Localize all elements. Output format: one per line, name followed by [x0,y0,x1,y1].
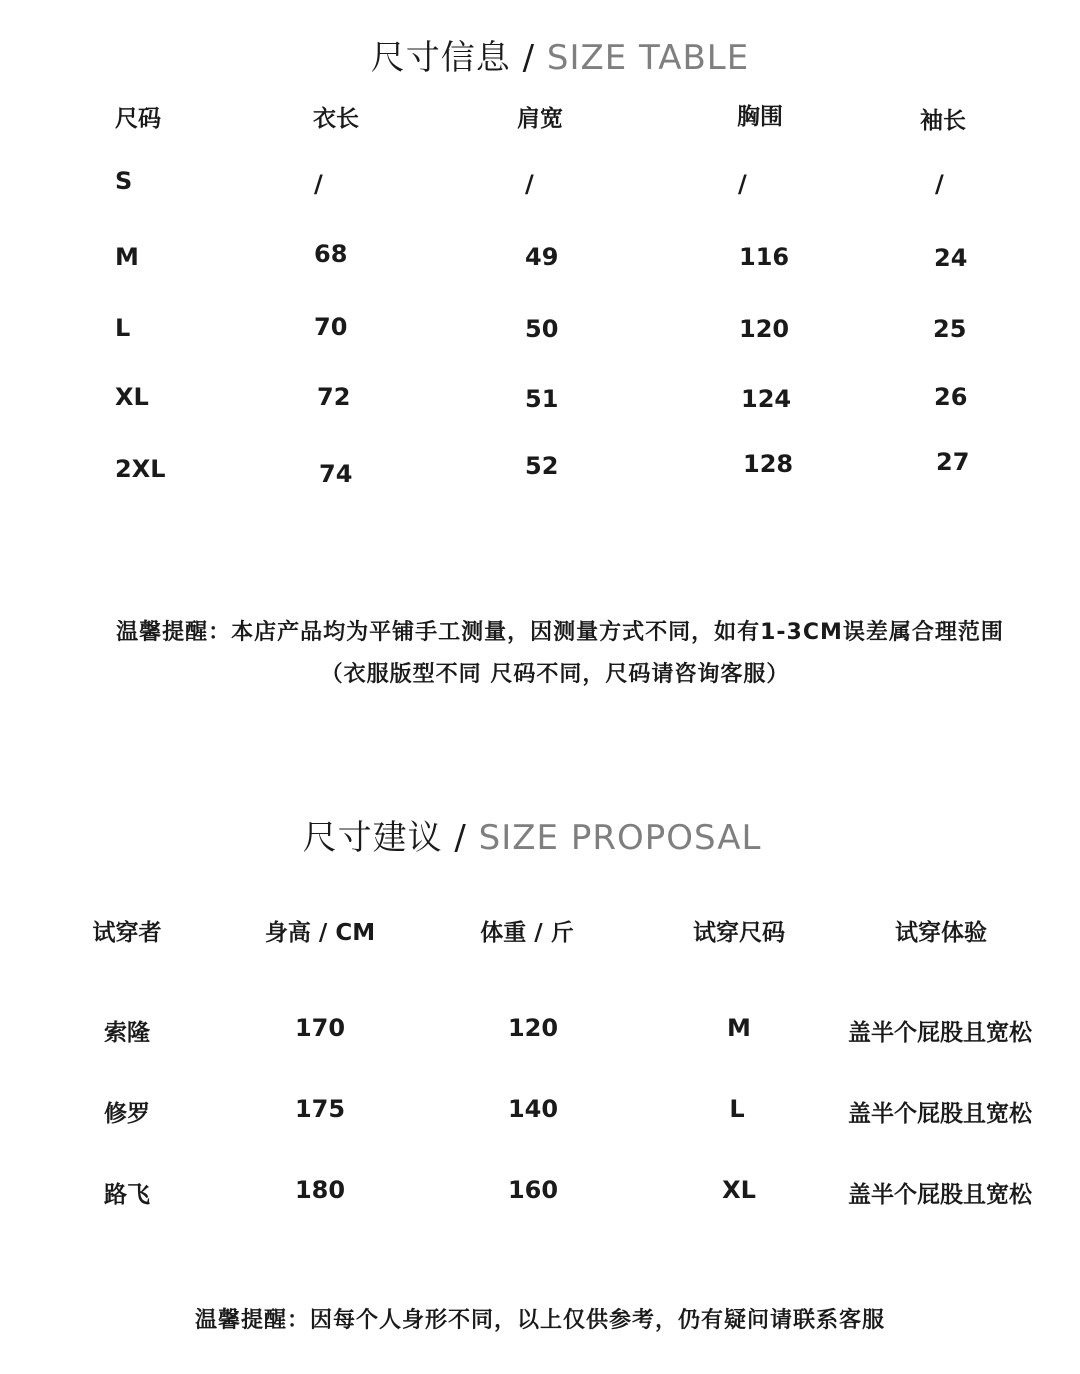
header-length: 衣长 [313,106,359,132]
size-proposal-title [303,810,762,859]
table-cell: 175 [294,1095,346,1123]
table-cell: M [727,1014,751,1042]
header-size: 尺码 [115,106,161,132]
header-shoulder: 肩宽 [517,106,563,132]
size-proposal-title-en: SIZE PROPOSAL [478,818,762,858]
header-height: 身高 / CM [264,920,376,946]
table-cell: 116 [739,243,790,271]
table-cell: 49 [525,243,559,271]
table-cell: 120 [739,315,790,343]
table-cell: 盖半个屁股且宽松 [848,1020,1032,1046]
table-cell: / [738,170,747,198]
header-weight: 体重 / 斤 [480,920,574,946]
reference-note: 温馨提醒：因每个人身形不同，以上仅供参考，仍有疑问请联系客服 [194,1308,886,1333]
size-proposal-title-cn: 尺寸建议 / [302,818,467,858]
table-cell: / [314,170,323,198]
table-cell: 27 [936,448,970,476]
table-cell: L [115,314,131,342]
table-cell: 128 [743,450,794,478]
table-cell: / [935,170,944,198]
table-cell: L [729,1095,745,1123]
table-cell: 50 [525,315,559,343]
table-cell: 72 [317,383,351,411]
table-cell: XL [722,1176,756,1204]
table-cell: 160 [507,1176,559,1204]
table-cell: 51 [525,385,559,413]
table-cell: S [115,167,133,195]
table-cell: 盖半个屁股且宽松 [848,1101,1032,1127]
header-experience: 试穿体验 [895,920,987,946]
table-cell: 140 [507,1095,559,1123]
table-cell: 68 [314,240,348,268]
table-cell: 170 [294,1014,346,1042]
table-cell: 2XL [115,455,166,483]
table-cell: 24 [934,244,968,272]
table-cell: 索隆 [104,1020,150,1046]
size-consult-note: （衣服版型不同 尺码不同，尺码请咨询客服） [320,662,790,687]
table-cell: 70 [314,313,348,341]
table-cell: 盖半个屁股且宽松 [848,1182,1032,1208]
header-sleeve: 袖长 [920,108,966,134]
size-table-title [371,30,749,79]
table-cell: XL [115,383,149,411]
table-cell: 修罗 [104,1101,150,1127]
table-cell: M [115,243,139,271]
size-table-title-cn: 尺寸信息 / [370,38,536,78]
header-tester: 试穿者 [92,920,162,946]
table-cell: 120 [507,1014,559,1042]
table-cell: 52 [525,452,559,480]
table-cell: 74 [319,460,353,488]
table-cell: / [525,170,534,198]
header-chest: 胸围 [737,104,783,130]
table-cell: 26 [934,383,968,411]
table-cell: 25 [933,315,967,343]
size-table-title-en: SIZE TABLE [546,38,750,78]
measurement-note: 温馨提醒：本店产品均为平铺手工测量，因测量方式不同，如有1-3CM误差属合理范围 [116,620,1004,645]
table-cell: 180 [294,1176,346,1204]
table-cell: 路飞 [104,1182,150,1208]
table-cell: 124 [741,385,792,413]
header-tried-size: 试穿尺码 [693,920,785,946]
